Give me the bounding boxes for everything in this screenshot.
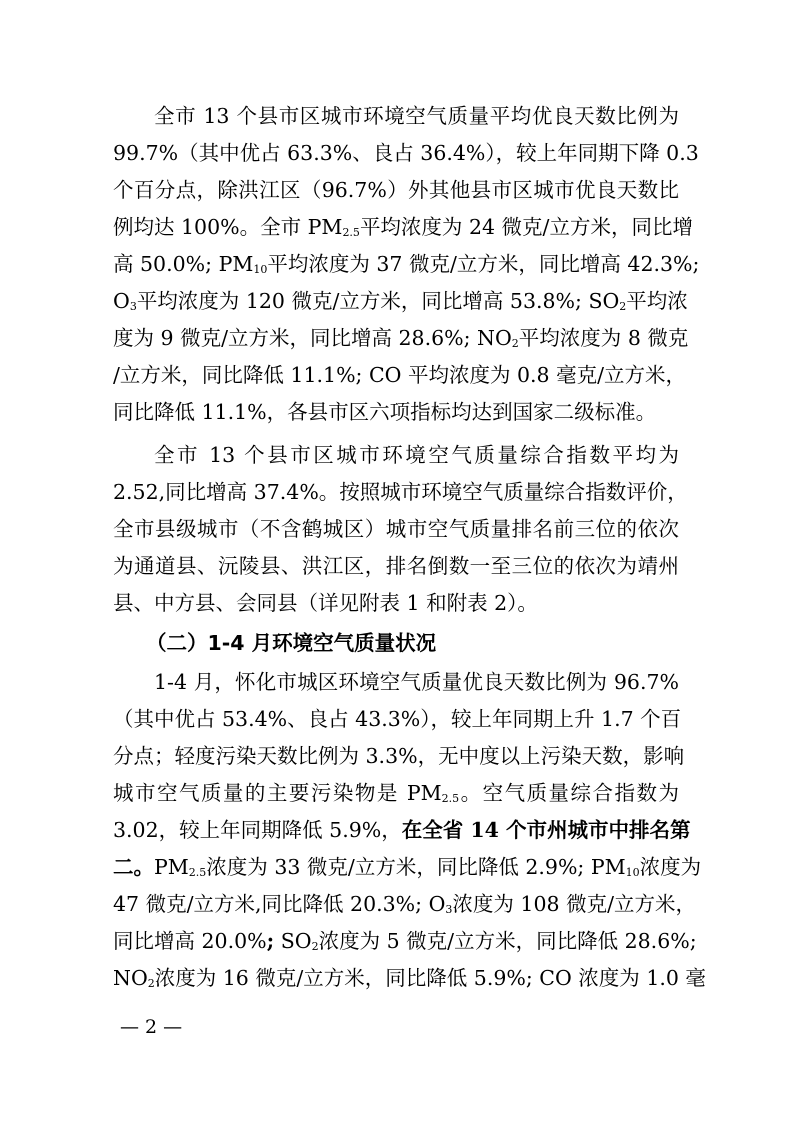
- text-run: 浓度为 33 微克/立方米，同比降低 2.9%; PM: [206, 855, 626, 879]
- paragraph-3-line-1: [113, 667, 679, 697]
- paragraph-3-line-8: [113, 926, 697, 956]
- bold-text-run: ;: [266, 929, 275, 953]
- text-run: 平均浓度为 37 微克/立方米，同比增高 42.3%;: [267, 252, 700, 276]
- paragraph-1-line-3: [113, 175, 679, 205]
- paragraph-1-line-8: [113, 360, 687, 390]
- paragraph-2-line-5: [113, 588, 679, 618]
- paragraph-1-line-9: [113, 397, 679, 427]
- paragraph-1-line-2: [113, 138, 699, 168]
- paragraph-2-line-2: [113, 477, 688, 507]
- paragraph-1-line-4: [113, 212, 693, 242]
- paragraph-3-line-6: [113, 852, 702, 882]
- text-run: 同比降低 11.1%，各县市区六项指标均达到国家二级标准。: [113, 400, 657, 424]
- text-run: 全市县级城市（不含鹤城区）城市空气质量排名前三位的依次: [113, 517, 679, 541]
- text-run: 例均达 100%。全市 PM: [113, 215, 343, 239]
- text-run: 。空气质量综合指数为: [459, 781, 679, 805]
- heading-text: （二）1-4 月环境空气质量状况: [146, 631, 437, 655]
- paragraph-1-line-5: [113, 249, 700, 279]
- paragraph-2-line-3: [113, 514, 679, 544]
- section-heading: [146, 628, 626, 658]
- text-run: 同比增高 20.0%: [113, 929, 267, 953]
- text-run: （其中优占 53.4%、良占 43.3%），较上年同期上升 1.7 个百: [113, 707, 682, 731]
- text-run: 99.7%（其中优占 63.3%、良占 36.4%），较上年同期下降 0.3: [113, 141, 699, 165]
- paragraph-2-line-1: [113, 440, 679, 470]
- paragraph-3-line-2: [113, 704, 682, 734]
- subscript: 2: [511, 337, 519, 350]
- subscript: 3: [445, 903, 453, 916]
- text-run: 平均浓度为 120 微克/立方米，同比增高 53.8%; SO: [136, 289, 620, 313]
- paragraph-3-line-4: [113, 778, 679, 808]
- subscript: 2.5: [441, 792, 460, 805]
- page-number: [120, 1012, 182, 1042]
- paragraph-3-line-9: [113, 963, 706, 993]
- text-run: 浓度为 5 微克/立方米，同比降低 28.6%;: [318, 929, 697, 953]
- text-run: 平均浓度为 8 微克: [518, 326, 689, 350]
- bold-text-run: 二。: [113, 855, 154, 879]
- text-run: PM: [154, 855, 189, 879]
- text-run: 全市 13 个县市区城市环境空气质量综合指数平均为: [154, 443, 679, 467]
- paragraph-1-line-6: [113, 286, 688, 316]
- paragraph-1-line-7: [113, 323, 689, 353]
- subscript: 2.5: [342, 226, 360, 239]
- text-run: 县、中方县、会同县（详见附表 1 和附表 2）。: [113, 591, 538, 615]
- text-run: 个百分点，除洪江区（96.7%）外其他县市区城市优良天数比: [113, 178, 679, 202]
- page-number-text: — 2 —: [120, 1016, 183, 1038]
- text-run: SO: [274, 929, 312, 953]
- text-run: 度为 9 微克/立方米，同比增高 28.6%; NO: [113, 326, 512, 350]
- text-run: 平均浓: [626, 289, 688, 313]
- text-run: 分点；轻度污染天数比例为 3.3%，无中度以上污染天数，影响: [113, 744, 685, 768]
- text-run: 为通道县、沅陵县、洪江区，排名倒数一至三位的依次为靖州: [113, 554, 679, 578]
- paragraph-2-line-4: [113, 551, 679, 581]
- bold-text-run: 在全省 14 个市州城市中排名第: [401, 818, 691, 842]
- paragraph-3-line-3: [113, 741, 685, 771]
- paragraph-3-line-5: [113, 815, 691, 845]
- text-run: NO: [113, 966, 148, 990]
- subscript: 2: [619, 300, 627, 313]
- text-run: 高 50.0%; PM: [113, 252, 254, 276]
- subscript: 2.5: [188, 866, 207, 879]
- text-run: 47 微克/立方米,同比降低 20.3%; O: [113, 892, 446, 916]
- subscript: 2: [311, 940, 319, 953]
- text-run: O: [113, 289, 130, 313]
- text-run: 平均浓度为 24 微克/立方米，同比增: [359, 215, 693, 239]
- subscript: 10: [625, 866, 640, 879]
- text-run: 城市空气质量的主要污染物是 PM: [113, 781, 442, 805]
- text-run: 浓度为 16 微克/立方米，同比降低 5.9%; CO 浓度为 1.0 毫: [154, 966, 706, 990]
- text-run: 2.52,同比增高 37.4%。按照城市环境空气质量综合指数评价，: [113, 480, 688, 504]
- paragraph-3-line-7: [113, 889, 696, 919]
- subscript: 3: [129, 300, 137, 313]
- text-run: 浓度为: [639, 855, 702, 879]
- subscript: 10: [253, 263, 268, 276]
- text-run: /立方米，同比降低 11.1%; CO 平均浓度为 0.8 毫克/立方米，: [113, 363, 687, 387]
- text-run: 全市 13 个县市区城市环境空气质量平均优良天数比例为: [154, 104, 679, 128]
- text-run: 3.02，较上年同期降低 5.9%，: [113, 818, 402, 842]
- paragraph-1-line-1: [113, 101, 679, 131]
- text-run: 浓度为 108 微克/立方米，: [452, 892, 696, 916]
- text-run: 1-4 月，怀化市城区环境空气质量优良天数比例为 96.7%: [154, 670, 679, 694]
- subscript: 2: [147, 977, 155, 990]
